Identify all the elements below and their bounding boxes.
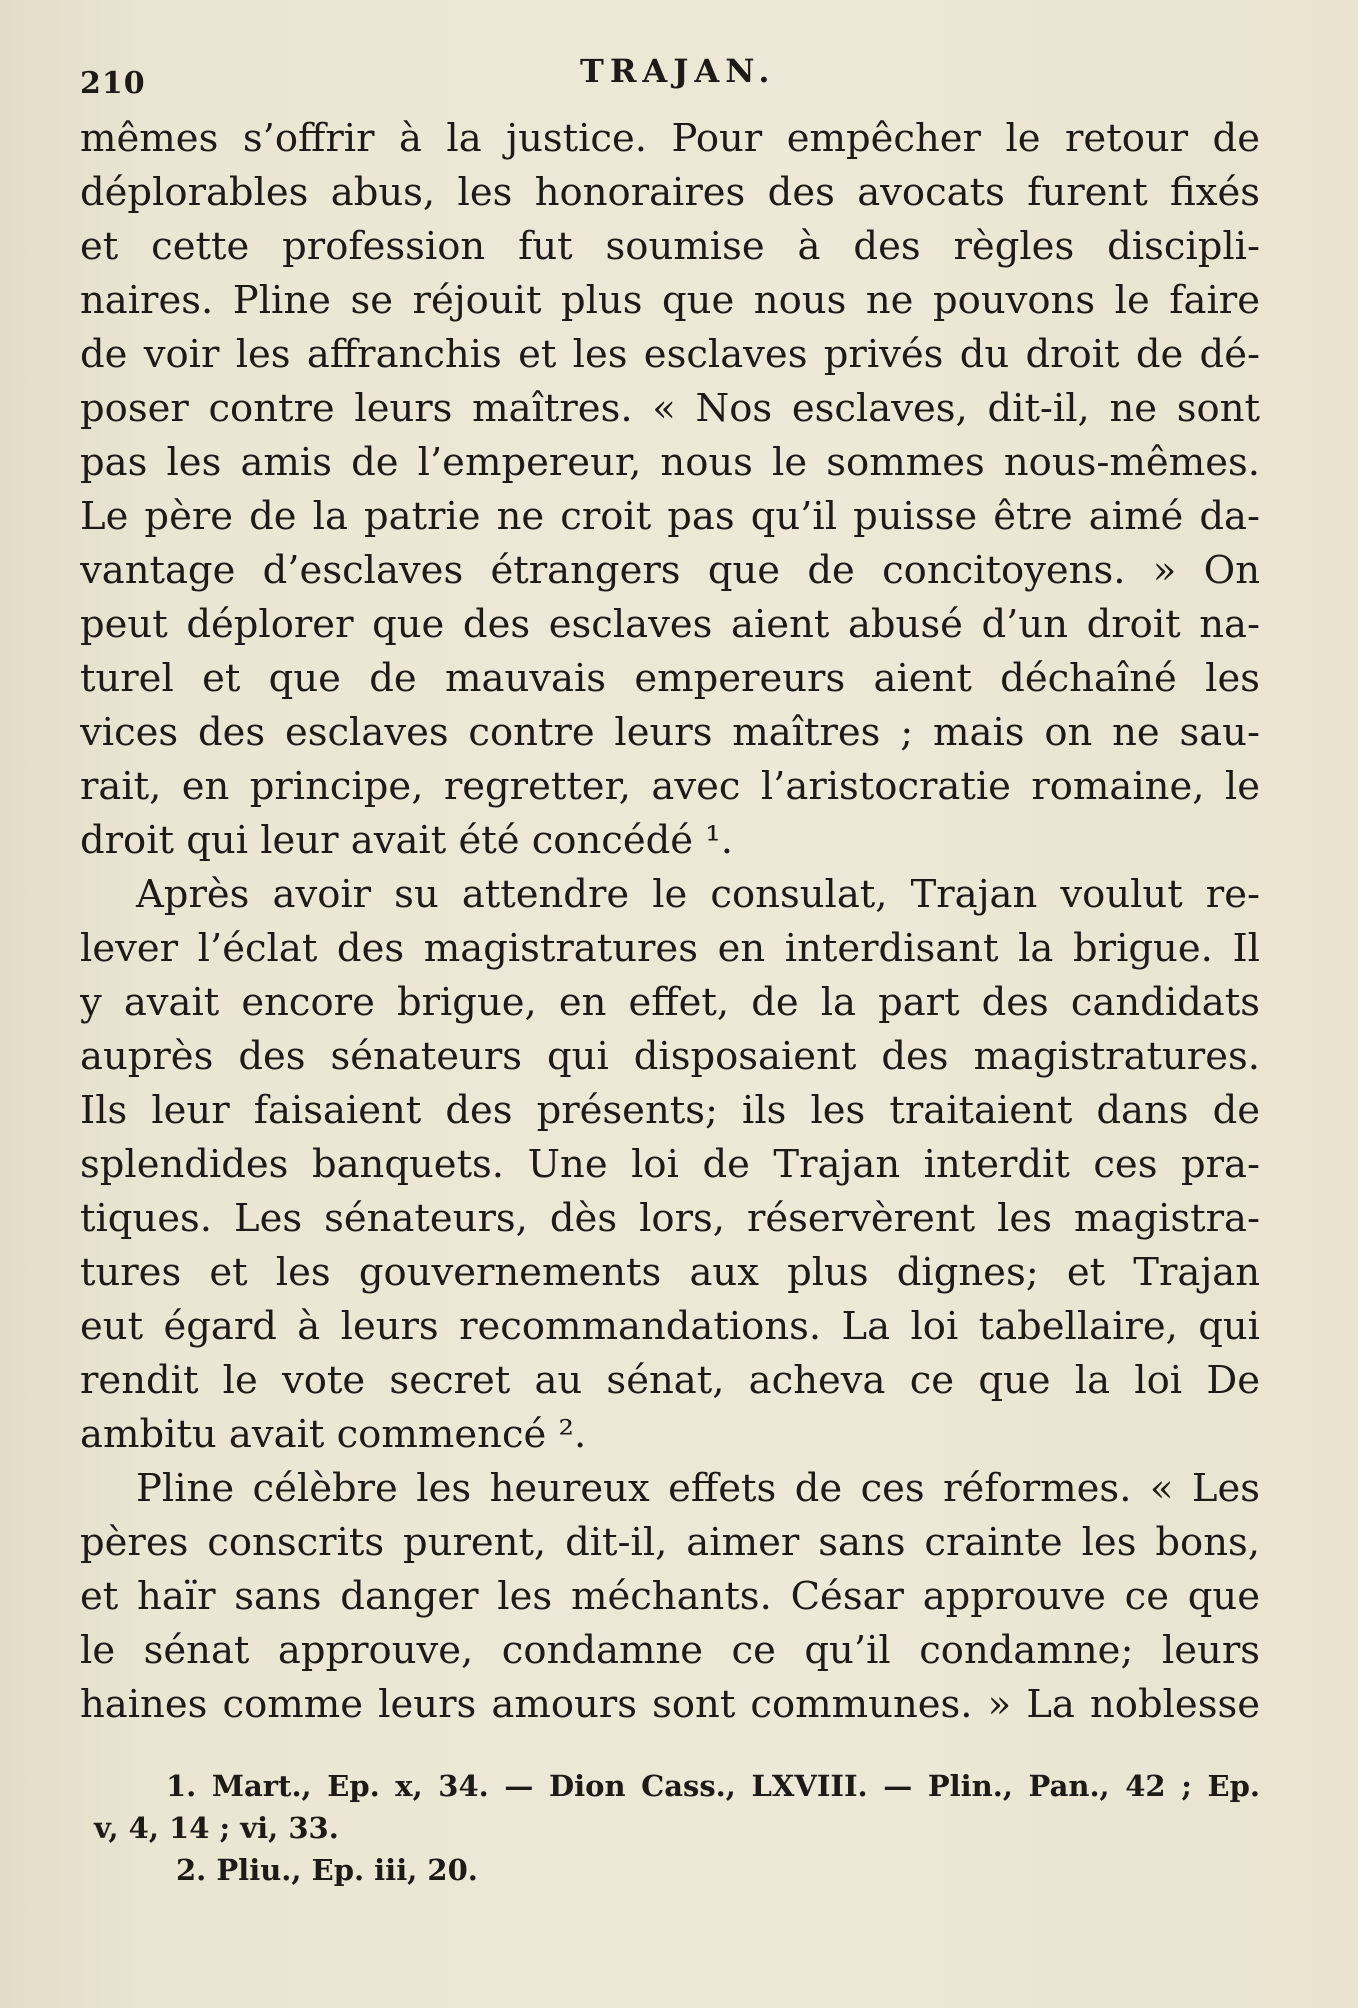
text-line: droit qui leur avait été concédé ¹. [80, 818, 733, 863]
text-line: vantage d’esclaves étrangers que de concitoyens. » On [80, 548, 1260, 593]
text-line: ambitu avait commencé ². [80, 1412, 587, 1457]
text-line: lever l’éclat des magistratures en interdisant la brigue. Il [80, 926, 1260, 971]
text-line: rait, en principe, regretter, avec l’aristocratie romaine, le [80, 764, 1260, 809]
text-line: splendides banquets. Une loi de Trajan interdit ces pra- [80, 1142, 1260, 1187]
text-line: déplorables abus, les honoraires des avocats furent fixés [80, 170, 1260, 215]
footnote-line: v, 4, 14 ; vi, 33. [94, 1811, 339, 1845]
text-line: rendit le vote secret au sénat, acheva ce que la loi De [80, 1358, 1260, 1403]
text-line: pères conscrits purent, dit-il, aimer sans crainte les bons, [80, 1520, 1260, 1565]
text-line: le sénat approuve, condamne ce qu’il condamne; leurs [80, 1628, 1260, 1673]
text-line: auprès des sénateurs qui disposaient des magistratures. [80, 1034, 1260, 1079]
page-header [80, 52, 1260, 101]
text-line: turel et que de mauvais empereurs aient déchaîné les [80, 656, 1260, 701]
footnotes [80, 1765, 1260, 1891]
running-title: TRAJAN. [580, 52, 776, 90]
body-text [80, 112, 1260, 1732]
text-line: mêmes s’offrir à la justice. Pour empêcher le retour de [80, 116, 1260, 161]
text-line: naires. Pline se réjouit plus que nous ne pouvons le faire [80, 278, 1260, 323]
text-line: pas les amis de l’empereur, nous le sommes nous-mêmes. [80, 440, 1260, 485]
text-line: eut égard à leurs recommandations. La loi tabellaire, qui [80, 1304, 1260, 1349]
text-line: vices des esclaves contre leurs maîtres ; mais on ne sau- [80, 710, 1260, 755]
text-line: peut déplorer que des esclaves aient abusé d’un droit na- [80, 602, 1260, 647]
text-line: tures et les gouvernements aux plus dignes; et Trajan [80, 1250, 1260, 1295]
text-line: Le père de la patrie ne croit pas qu’il puisse être aimé da- [80, 494, 1260, 539]
text-line: Après avoir su attendre le consulat, Trajan voulut re- [136, 872, 1260, 917]
footnote-line: 2. Pliu., Ep. iii, 20. [176, 1853, 478, 1887]
text-line: Pline célèbre les heureux effets de ces réformes. « Les [136, 1466, 1260, 1511]
text-line: y avait encore brigue, en effet, de la part des candidats [80, 980, 1260, 1025]
text-line: poser contre leurs maîtres. « Nos esclaves, dit-il, ne sont [80, 386, 1260, 431]
text-line: de voir les affranchis et les esclaves privés du droit de dé- [80, 332, 1260, 377]
footnote-line: 1. Mart., Ep. x, 34. — Dion Cass., LXVIII. — Plin., Pan., 42 ; Ep. [166, 1769, 1260, 1803]
page-number: 210 [80, 66, 146, 101]
text-line: Ils leur faisaient des présents; ils les traitaient dans de [80, 1088, 1260, 1133]
text-line: et haïr sans danger les méchants. César approuve ce que [80, 1574, 1260, 1619]
text-line: et cette profession fut soumise à des règles discipli- [80, 224, 1260, 269]
text-line: tiques. Les sénateurs, dès lors, réservèrent les magistra- [80, 1196, 1260, 1241]
text-line: haines comme leurs amours sont communes. » La noblesse [80, 1682, 1260, 1727]
